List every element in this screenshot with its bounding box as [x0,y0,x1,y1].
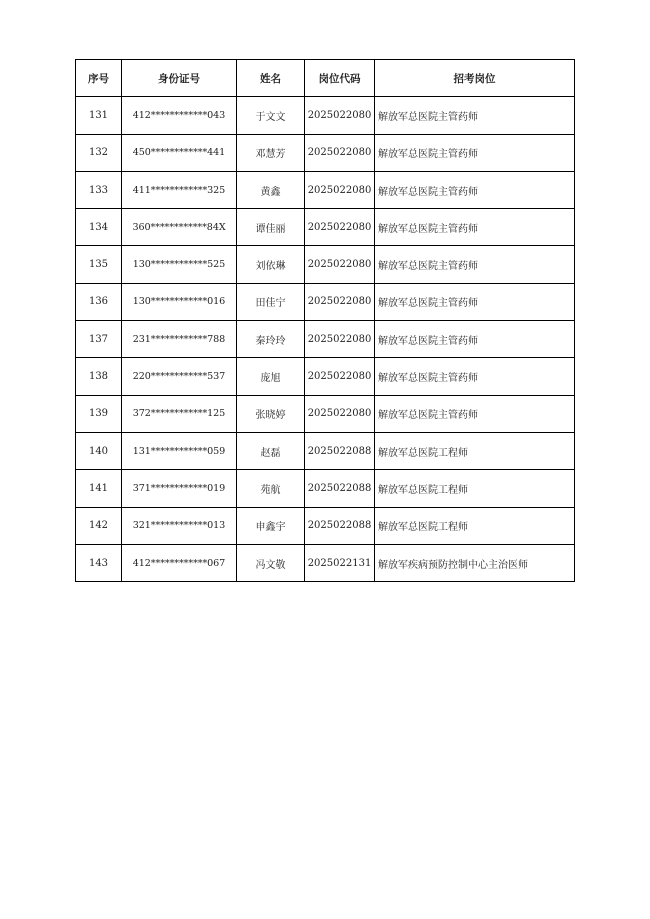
cell-serial-number: 142 [76,507,122,544]
cell-serial-number: 139 [76,395,122,432]
table-row [76,97,575,134]
cell-id-number: 231************788 [122,321,237,358]
cell-id-number: 220************537 [122,358,237,395]
cell-id-number: 130************016 [122,283,237,320]
header-post-title: 招考岗位 [375,60,575,97]
cell-id-number: 130************525 [122,246,237,283]
cell-name: 于文文 [237,97,305,134]
cell-post-code: 2025022080 [305,321,375,358]
table-row [76,544,575,581]
cell-serial-number: 136 [76,283,122,320]
header-name: 姓名 [237,60,305,97]
cell-serial-number: 143 [76,544,122,581]
cell-post-code: 2025022080 [305,395,375,432]
cell-post-title: 解放军总医院主管药师 [375,134,575,171]
cell-post-code: 2025022080 [305,134,375,171]
cell-post-title: 解放军总医院工程师 [375,507,575,544]
cell-serial-number: 132 [76,134,122,171]
cell-serial-number: 131 [76,97,122,134]
cell-post-code: 2025022080 [305,171,375,208]
table-row [76,395,575,432]
table-header-row [76,60,575,97]
cell-id-number: 412************043 [122,97,237,134]
table-row [76,209,575,246]
table-row [76,358,575,395]
table-row [76,246,575,283]
cell-post-code: 2025022080 [305,246,375,283]
table-row [76,171,575,208]
cell-post-title: 解放军总医院工程师 [375,432,575,469]
cell-id-number: 360************84X [122,209,237,246]
table-row [76,507,575,544]
cell-post-code: 2025022088 [305,432,375,469]
header-id-number: 身份证号 [122,60,237,97]
table-row [76,321,575,358]
cell-name: 谭佳丽 [237,209,305,246]
cell-post-title: 解放军总医院主管药师 [375,97,575,134]
cell-serial-number: 140 [76,432,122,469]
cell-id-number: 450************441 [122,134,237,171]
cell-id-number: 372************125 [122,395,237,432]
cell-serial-number: 133 [76,171,122,208]
cell-serial-number: 134 [76,209,122,246]
cell-id-number: 321************013 [122,507,237,544]
cell-name: 刘依琳 [237,246,305,283]
cell-post-title: 解放军总医院主管药师 [375,321,575,358]
cell-serial-number: 137 [76,321,122,358]
cell-name: 张晓婷 [237,395,305,432]
cell-name: 田佳宁 [237,283,305,320]
header-post-code: 岗位代码 [305,60,375,97]
cell-post-title: 解放军总医院主管药师 [375,171,575,208]
table-row [76,470,575,507]
cell-id-number: 371************019 [122,470,237,507]
cell-post-title: 解放军总医院主管药师 [375,395,575,432]
cell-post-code: 2025022080 [305,358,375,395]
cell-name: 邓慧芳 [237,134,305,171]
cell-id-number: 411************325 [122,171,237,208]
cell-name: 黄鑫 [237,171,305,208]
cell-name: 赵磊 [237,432,305,469]
cell-serial-number: 135 [76,246,122,283]
candidate-roster-table [75,59,575,582]
cell-name: 申鑫宇 [237,507,305,544]
cell-post-title: 解放军总医院主管药师 [375,358,575,395]
table-row [76,283,575,320]
table-body [76,97,575,582]
table-row [76,432,575,469]
cell-post-code: 2025022131 [305,544,375,581]
cell-name: 秦玲玲 [237,321,305,358]
cell-id-number: 412************067 [122,544,237,581]
cell-post-code: 2025022080 [305,209,375,246]
cell-post-code: 2025022080 [305,97,375,134]
cell-serial-number: 141 [76,470,122,507]
cell-name: 冯文敬 [237,544,305,581]
cell-name: 苑航 [237,470,305,507]
table-row [76,134,575,171]
cell-post-code: 2025022080 [305,283,375,320]
cell-post-title: 解放军总医院主管药师 [375,283,575,320]
header-serial-number: 序号 [76,60,122,97]
cell-serial-number: 138 [76,358,122,395]
cell-post-title: 解放军总医院工程师 [375,470,575,507]
cell-id-number: 131************059 [122,432,237,469]
cell-post-title: 解放军总医院主管药师 [375,246,575,283]
cell-post-code: 2025022088 [305,507,375,544]
cell-name: 庞旭 [237,358,305,395]
cell-post-code: 2025022088 [305,470,375,507]
cell-post-title: 解放军疾病预防控制中心主治医师 [375,544,575,581]
cell-post-title: 解放军总医院主管药师 [375,209,575,246]
